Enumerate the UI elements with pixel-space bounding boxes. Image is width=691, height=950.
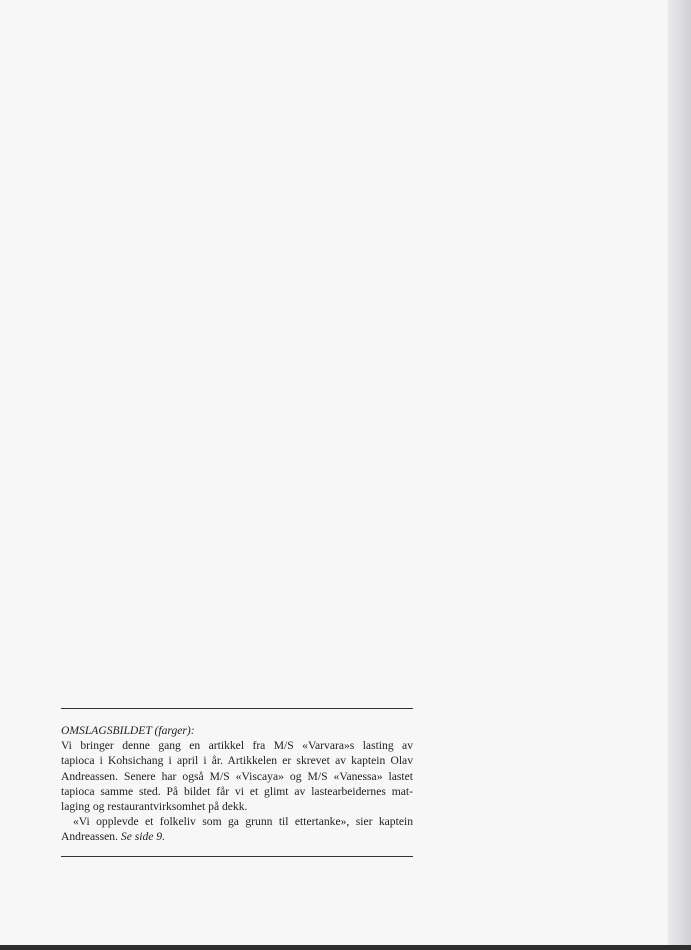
page-edge-shadow	[668, 0, 691, 950]
caption-paragraph-1	[61, 738, 413, 814]
page-bottom-shadow	[0, 945, 691, 950]
caption-line	[61, 829, 413, 844]
caption-title: OMSLAGSBILDET (farger):	[61, 724, 195, 737]
caption-top-rule	[61, 708, 413, 709]
caption-line: tapioca samme sted. På bildet får vi et glimt av lastearbeidernes mat-	[61, 784, 413, 798]
caption-paragraph-2	[61, 814, 413, 844]
page-reference: Se side 9.	[120, 830, 166, 844]
caption-line: Vi bringer denne gang en artikkel fra M/S «Varvara»s lasting av	[61, 739, 413, 753]
caption-text: Andreassen.	[61, 830, 118, 844]
caption-line: Andreassen. Senere har også M/S «Viscaya» og M/S «Vanessa» lastet	[61, 769, 413, 783]
caption-bottom-rule	[61, 856, 413, 857]
caption-line: laging og restaurantvirksomhet på dekk.	[61, 800, 248, 814]
caption-line: «Vi opplevde et folkeliv som ga grunn til ettertanke», sier kaptein	[73, 815, 413, 829]
cover-caption	[61, 723, 413, 845]
caption-line: tapioca i Kohsichang i april i år. Artikkelen er skrevet av kaptein Olav	[61, 754, 413, 768]
